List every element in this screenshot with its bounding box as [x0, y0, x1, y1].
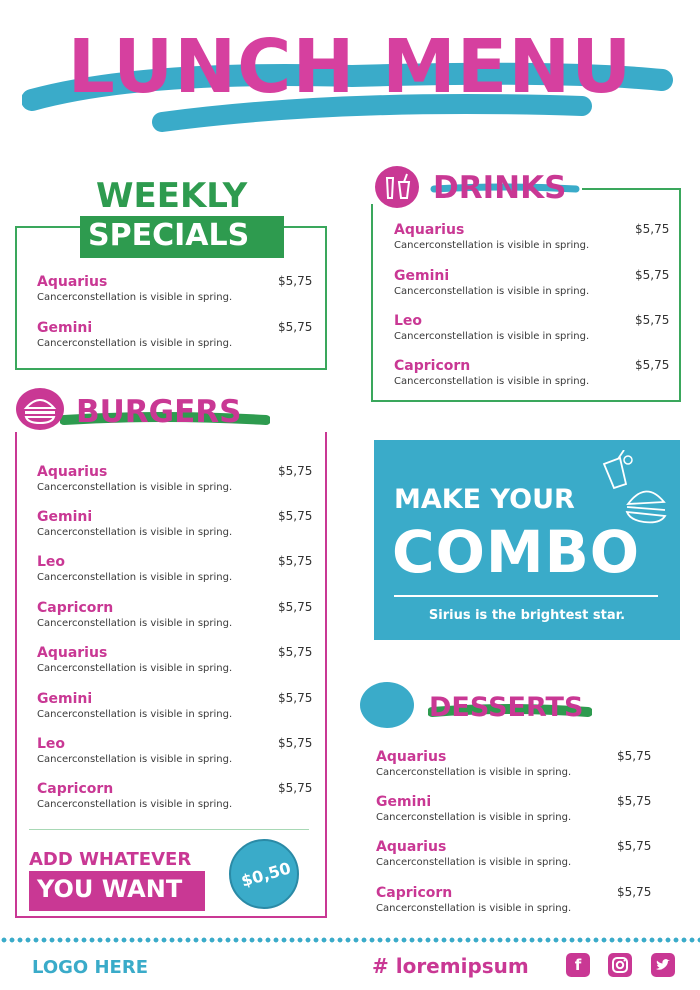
item-price: $5,75	[635, 222, 670, 236]
item-desc: Cancerconstellation is visible in spring.	[37, 338, 233, 349]
item-price: $5,75	[278, 781, 313, 795]
burger-item[interactable]	[37, 781, 313, 812]
item-desc: Cancerconstellation is visible in spring.	[376, 903, 572, 914]
drink-item[interactable]	[394, 358, 670, 389]
item-name: Gemini	[394, 268, 450, 284]
dessert-item[interactable]	[376, 885, 652, 916]
burger-item[interactable]	[37, 464, 313, 495]
item-desc: Cancerconstellation is visible in spring.	[37, 799, 233, 810]
item-name: Capricorn	[37, 600, 114, 616]
item-desc: Cancerconstellation is visible in spring.	[37, 572, 233, 583]
drinks-icon	[373, 164, 421, 210]
twitter-icon[interactable]	[651, 953, 675, 977]
page-title: LUNCH MENU	[67, 24, 633, 110]
combo-tagline: Sirius is the brightest star.	[428, 608, 626, 623]
item-name: Gemini	[37, 320, 93, 336]
dessert-item[interactable]	[376, 794, 652, 825]
drink-item[interactable]	[394, 222, 670, 253]
item-name: Aquarius	[376, 749, 447, 765]
you-want-text: YOU WANT	[37, 875, 183, 903]
weekly-item[interactable]	[37, 320, 313, 351]
item-price: $5,75	[617, 749, 652, 763]
item-desc: Cancerconstellation is visible in spring.	[394, 240, 590, 251]
drink-item[interactable]	[394, 268, 670, 299]
facebook-icon[interactable]: f	[566, 953, 590, 977]
combo-heading-small: MAKE YOUR	[394, 484, 575, 515]
item-price: $5,75	[278, 320, 313, 334]
item-desc: Cancerconstellation is visible in spring.	[376, 857, 572, 868]
item-price: $5,75	[278, 736, 313, 750]
drinks-heading: DRINKS	[433, 170, 567, 206]
combo-heading-big: COMBO	[392, 518, 641, 586]
item-price: $5,75	[635, 313, 670, 327]
item-desc: Cancerconstellation is visible in spring.	[37, 754, 233, 765]
item-price: $5,75	[278, 274, 313, 288]
weekly-heading: WEEKLY	[96, 176, 248, 216]
dessert-icon	[358, 680, 416, 730]
hashtag-link[interactable]: # loremipsum	[372, 954, 529, 978]
item-desc: Cancerconstellation is visible in spring.	[37, 482, 233, 493]
burger-item[interactable]	[37, 554, 313, 585]
item-price: $5,75	[617, 794, 652, 808]
item-desc: Cancerconstellation is visible in spring.	[394, 331, 590, 342]
item-price: $5,75	[617, 839, 652, 853]
item-desc: Cancerconstellation is visible in spring.	[376, 812, 572, 823]
drink-item[interactable]	[394, 313, 670, 344]
burger-item[interactable]	[37, 600, 313, 631]
item-price: $5,75	[278, 464, 313, 478]
drink-and-burger-icon	[600, 450, 670, 526]
item-name: Leo	[37, 554, 66, 570]
logo-placeholder: LOGO HERE	[32, 957, 148, 978]
burger-icon	[14, 386, 66, 432]
item-name: Aquarius	[37, 645, 108, 661]
item-name: Leo	[394, 313, 423, 329]
burger-item[interactable]	[37, 736, 313, 767]
burger-item[interactable]	[37, 645, 313, 676]
item-name: Aquarius	[376, 839, 447, 855]
item-price: $5,75	[278, 645, 313, 659]
item-price: $5,75	[278, 509, 313, 523]
footer-dotted-divider	[0, 937, 700, 943]
item-desc: Cancerconstellation is visible in spring.	[37, 709, 233, 720]
combo-banner[interactable]	[374, 440, 680, 640]
add-whatever-text: ADD WHATEVER	[29, 849, 192, 870]
specials-heading: SPECIALS	[88, 218, 250, 253]
item-name: Aquarius	[37, 274, 108, 290]
item-price: $5,75	[278, 554, 313, 568]
item-desc: Cancerconstellation is visible in spring.	[37, 618, 233, 629]
weekly-item[interactable]	[37, 274, 313, 305]
dessert-item[interactable]	[376, 749, 652, 780]
item-name: Gemini	[37, 691, 93, 707]
item-name: Aquarius	[394, 222, 465, 238]
desserts-heading: DESSERTS	[429, 692, 584, 723]
item-name: Capricorn	[376, 885, 453, 901]
item-price: $5,75	[278, 600, 313, 614]
item-desc: Cancerconstellation is visible in spring.	[394, 376, 590, 387]
item-desc: Cancerconstellation is visible in spring.	[394, 286, 590, 297]
item-desc: Cancerconstellation is visible in spring.	[37, 663, 233, 674]
addon-price-badge	[229, 839, 299, 909]
item-price: $5,75	[617, 885, 652, 899]
item-name: Capricorn	[394, 358, 471, 374]
item-name: Aquarius	[37, 464, 108, 480]
burger-item[interactable]	[37, 691, 313, 722]
addon-price: $0,50	[239, 858, 293, 891]
item-name: Leo	[37, 736, 66, 752]
item-name: Gemini	[37, 509, 93, 525]
instagram-glyph	[608, 953, 632, 977]
dessert-item[interactable]	[376, 839, 652, 870]
item-desc: Cancerconstellation is visible in spring.	[37, 527, 233, 538]
instagram-icon[interactable]	[608, 953, 632, 977]
item-name: Capricorn	[37, 781, 114, 797]
combo-divider	[394, 595, 658, 597]
burger-item[interactable]	[37, 509, 313, 540]
burgers-heading: BURGERS	[76, 394, 242, 430]
item-desc: Cancerconstellation is visible in spring.	[376, 767, 572, 778]
item-desc: Cancerconstellation is visible in spring.	[37, 292, 233, 303]
item-name: Gemini	[376, 794, 432, 810]
item-price: $5,75	[278, 691, 313, 705]
item-price: $5,75	[635, 358, 670, 372]
twitter-glyph	[651, 953, 675, 977]
burgers-divider	[29, 829, 309, 830]
item-price: $5,75	[635, 268, 670, 282]
